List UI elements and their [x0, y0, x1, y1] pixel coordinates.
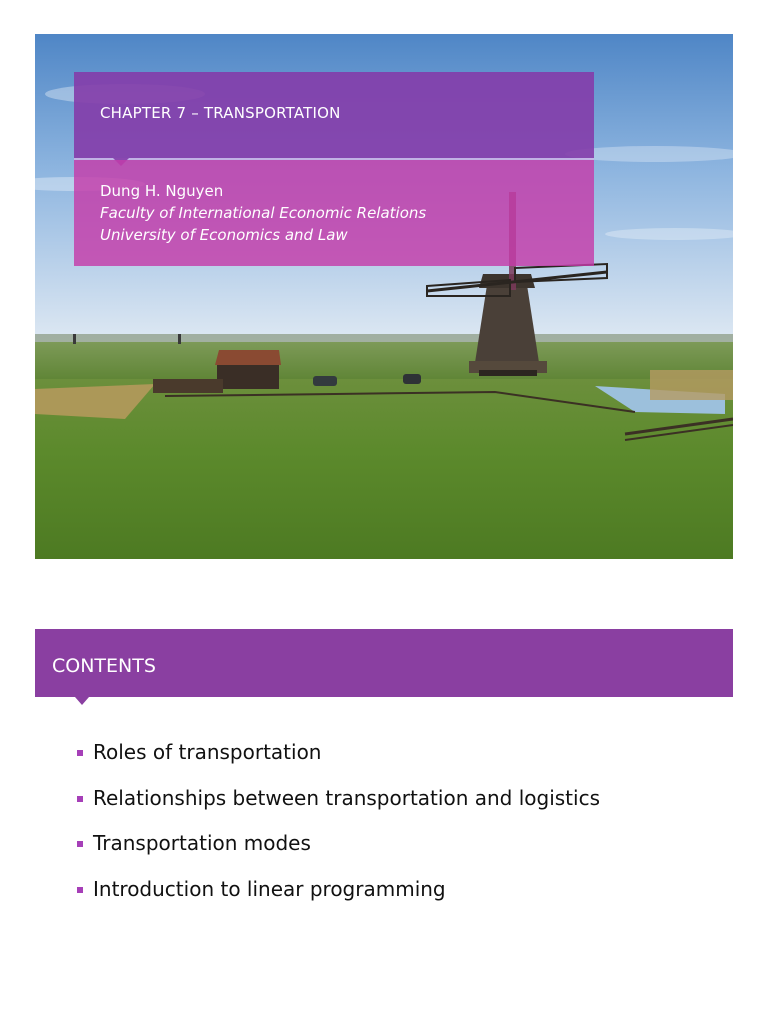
list-item [77, 783, 600, 829]
bullet-square-icon [77, 887, 83, 893]
list-item-text: Introduction to linear programming [93, 876, 446, 901]
list-item-text: Transportation modes [93, 831, 311, 855]
author-name: Dung H. Nguyen [100, 182, 224, 200]
bullet-square-icon [77, 796, 83, 802]
author-band [74, 160, 594, 266]
title-slide [35, 34, 733, 559]
bullet-square-icon [77, 841, 83, 847]
list-item [77, 874, 600, 920]
contents-heading-band [35, 629, 733, 697]
list-item [77, 828, 600, 874]
list-item [77, 737, 600, 783]
contents-slide [35, 629, 733, 929]
list-item-text: Relationships between transportation and logistics [93, 785, 600, 810]
chapter-title-band [74, 72, 594, 158]
bullet-square-icon [77, 750, 83, 756]
chapter-title: CHAPTER 7 – TRANSPORTATION [100, 104, 341, 122]
faculty-name: Faculty of International Economic Relations [100, 204, 427, 222]
contents-heading: CONTENTS [52, 655, 156, 677]
contents-pointer [75, 697, 89, 705]
list-item-text: Roles of transportation [93, 740, 322, 764]
university-name: University of Economics and Law [100, 226, 348, 244]
contents-list [77, 737, 600, 919]
